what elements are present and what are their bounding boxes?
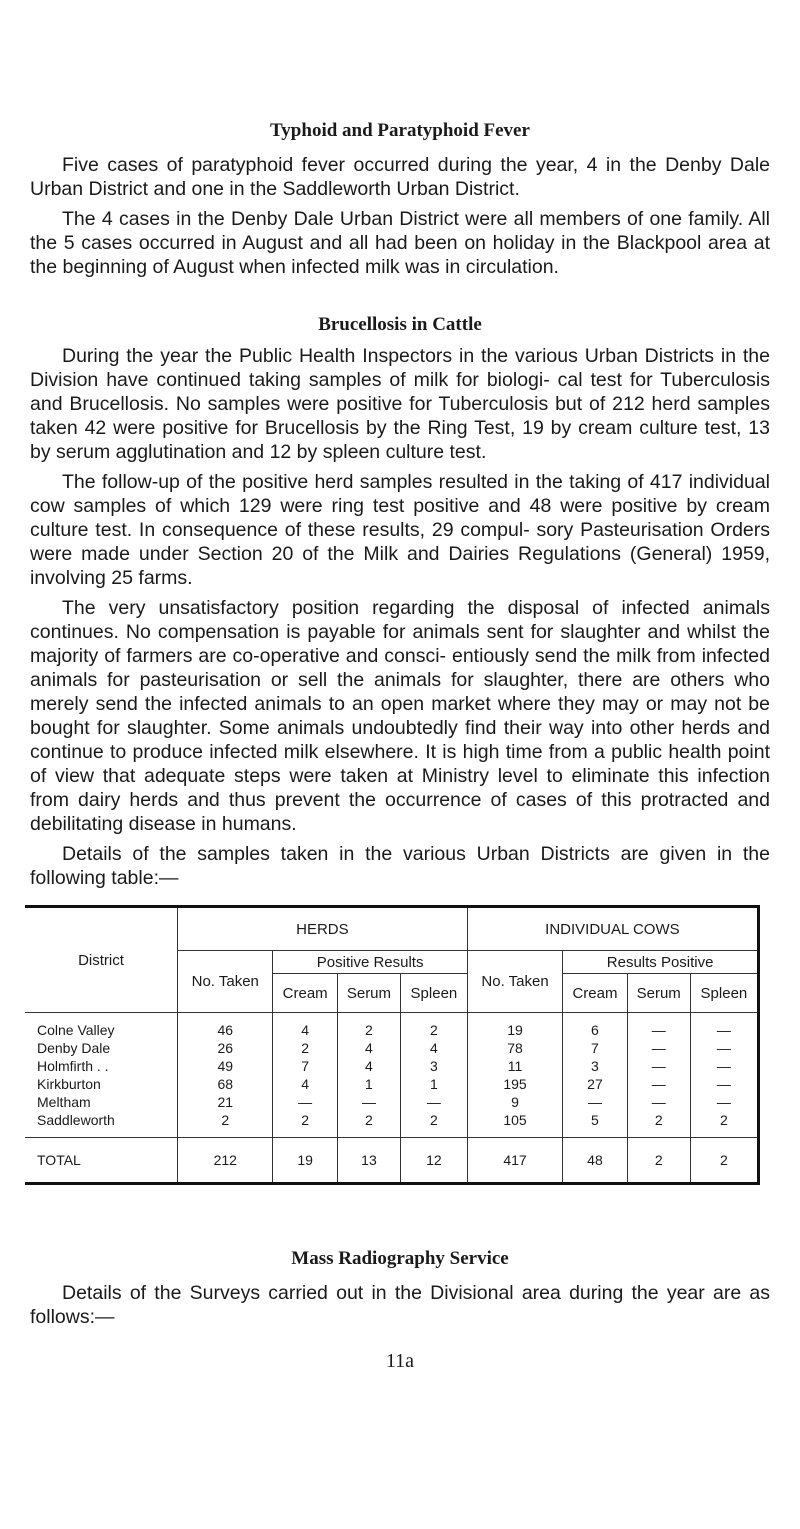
col-header-cows-spleen: Spleen [690,974,758,1013]
col-header-herds: HERDS [178,907,468,951]
table-row [25,1111,759,1138]
table-total-row [25,1138,759,1184]
cell-herds-cream: 2 [273,1039,337,1057]
table-row [25,1013,759,1040]
cell-district: Saddleworth [37,1112,115,1128]
cell-district: Colne Valley [37,1022,115,1038]
cell-cows-spleen: — [690,1013,758,1040]
cell-herds-spleen: 1 [401,1075,468,1093]
paragraph: Five cases of paratyphoid fever occurred during the year, 4 in the Denby Dale Urban District and one in the Saddleworth Urban District. [30,154,770,200]
section-heading-brucellosis: Brucellosis in Cattle [318,314,482,335]
col-header-herds-cream: Cream [273,974,337,1013]
col-header-cows-cream: Cream [563,974,627,1013]
cell-cows-serum: 2 [627,1111,690,1138]
cell-herds-spleen: 4 [401,1039,468,1057]
cell-herds-serum: 4 [337,1039,400,1057]
cell-herds-spleen: 2 [401,1013,468,1040]
cell-cows-cream: 6 [563,1013,627,1040]
cell-herds-taken: 21 [178,1093,273,1111]
col-header-results-positive: Results Positive [563,951,759,974]
cell-cows-spleen: — [690,1075,758,1093]
cell-herds-cream: 4 [273,1013,337,1040]
cell-total-cows-taken: 417 [467,1138,562,1184]
cell-cows-serum: — [627,1057,690,1075]
paragraph: During the year the Public Health Inspectors in the various Urban Districts in the Division have continued taking samples of milk for biologi- cal test for Tuberculosis and Brucellosis. No samples were positive for Tuberculosis but of 212 herd samples taken 42 were positive for Brucellosis by the Ring Test, 19 by cream culture test, 13 by serum agglutination and 12 by spleen culture test. [30,345,770,463]
page-number: 11a [385,1350,415,1372]
table-row [25,1093,759,1111]
cell-herds-taken: 49 [178,1057,273,1075]
cell-herds-serum: 2 [337,1013,400,1040]
paragraph: The 4 cases in the Denby Dale Urban District were all members of one family. All the 5 cases occurred in August and all had been on holiday in the Blackpool area at the beginning of August when infected milk was in circulation. [30,208,770,278]
cell-total-herds-serum: 13 [337,1138,400,1184]
cell-herds-taken: 2 [178,1111,273,1138]
col-header-cows-no-taken: No. Taken [467,951,562,1013]
brucellosis-body [30,344,770,890]
cell-cows-spleen: — [690,1093,758,1111]
cell-total-herds-taken: 212 [178,1138,273,1184]
cell-total-herds-cream: 19 [273,1138,337,1184]
cell-cows-taken: 11 [467,1057,562,1075]
cell-herds-taken: 26 [178,1039,273,1057]
cell-cows-serum: — [627,1013,690,1040]
col-header-individual-cows: INDIVIDUAL COWS [467,907,758,951]
col-header-cows-serum: Serum [627,974,690,1013]
radiography-body [30,1281,770,1329]
cell-cows-cream: — [563,1093,627,1111]
col-header-herds-serum: Serum [337,974,400,1013]
section-heading-radiography: Mass Radiography Service [291,1248,509,1269]
cell-total-herds-spleen: 12 [401,1138,468,1184]
section-heading-typhoid: Typhoid and Paratyphoid Fever [270,120,530,141]
cell-cows-spleen: — [690,1057,758,1075]
col-header-herds-no-taken: No. Taken [178,951,273,1013]
paragraph: The follow-up of the positive herd samples resulted in the taking of 417 individual cow samples of which 129 were ring test positive and 48 were positive by cream culture test. In consequence of these results, 29 compul- sory Pasteurisation Orders were made under Section 20 of the Milk and Dairies Regulations (General) 1959, involving 25 farms. [30,471,770,589]
cell-herds-spleen: — [401,1093,468,1111]
cell-herds-taken: 46 [178,1013,273,1040]
cell-cows-taken: 19 [467,1013,562,1040]
table-row [25,1039,759,1057]
cell-herds-serum: 2 [337,1111,400,1138]
cell-district: Kirkburton [37,1076,101,1092]
cell-herds-cream: — [273,1093,337,1111]
cell-cows-taken: 9 [467,1093,562,1111]
cell-herds-cream: 2 [273,1111,337,1138]
cell-herds-cream: 7 [273,1057,337,1075]
cell-district: Denby Dale [37,1040,111,1056]
cell-herds-taken: 68 [178,1075,273,1093]
cell-total-cows-spleen: 2 [690,1138,758,1184]
cell-herds-cream: 4 [273,1075,337,1093]
cell-cows-spleen: — [690,1039,758,1057]
cell-herds-serum: 1 [337,1075,400,1093]
cell-cows-cream: 7 [563,1039,627,1057]
table-row [25,1075,759,1093]
cell-herds-serum: 4 [337,1057,400,1075]
cell-cows-serum: — [627,1093,690,1111]
cell-herds-spleen: 2 [401,1111,468,1138]
cell-total-cows-serum: 2 [627,1138,690,1184]
paragraph: Details of the samples taken in the various Urban Districts are given in the following table:— [30,843,770,889]
col-header-district: District [25,907,178,1013]
cell-cows-cream: 5 [563,1111,627,1138]
paragraph: The very unsatisfactory position regarding the disposal of infected animals continues. No compensation is payable for animals sent for slaughter and whilst the majority of farmers are co-operative and consci- entiously send the milk from infected animals for pasteurisation or sell the animals for slaughter, there are others who merely send the infected animals to an open market where they may or may not be bought for slaughter. Some animals undoubtedly find their way into other herds and continue to produce infected milk elsewhere. It is high time from a public health point of view that adequate steps were taken at Ministry level to eliminate this infection from dairy herds and thus prevent the occurrence of cases of this protracted and debilitating disease in humans. [30,597,770,835]
table-row [25,1057,759,1075]
cell-herds-spleen: 3 [401,1057,468,1075]
cell-cows-serum: — [627,1075,690,1093]
cell-cows-taken: 195 [467,1075,562,1093]
cell-total-cows-cream: 48 [563,1138,627,1184]
paragraph: Details of the Surveys carried out in the Divisional area during the year are as follows:— [30,1282,770,1328]
col-header-herds-spleen: Spleen [401,974,468,1013]
cell-district: Holmfirth . . [37,1058,109,1074]
cell-district: Meltham [37,1094,91,1110]
cell-cows-cream: 3 [563,1057,627,1075]
cell-cows-spleen: 2 [690,1111,758,1138]
cell-cows-taken: 105 [467,1111,562,1138]
cell-total-label: TOTAL [25,1138,178,1184]
typhoid-body [30,153,770,279]
cell-cows-taken: 78 [467,1039,562,1057]
cell-herds-serum: — [337,1093,400,1111]
cell-cows-serum: — [627,1039,690,1057]
brucellosis-table [25,905,760,1185]
cell-cows-cream: 27 [563,1075,627,1093]
col-header-positive-results: Positive Results [273,951,467,974]
